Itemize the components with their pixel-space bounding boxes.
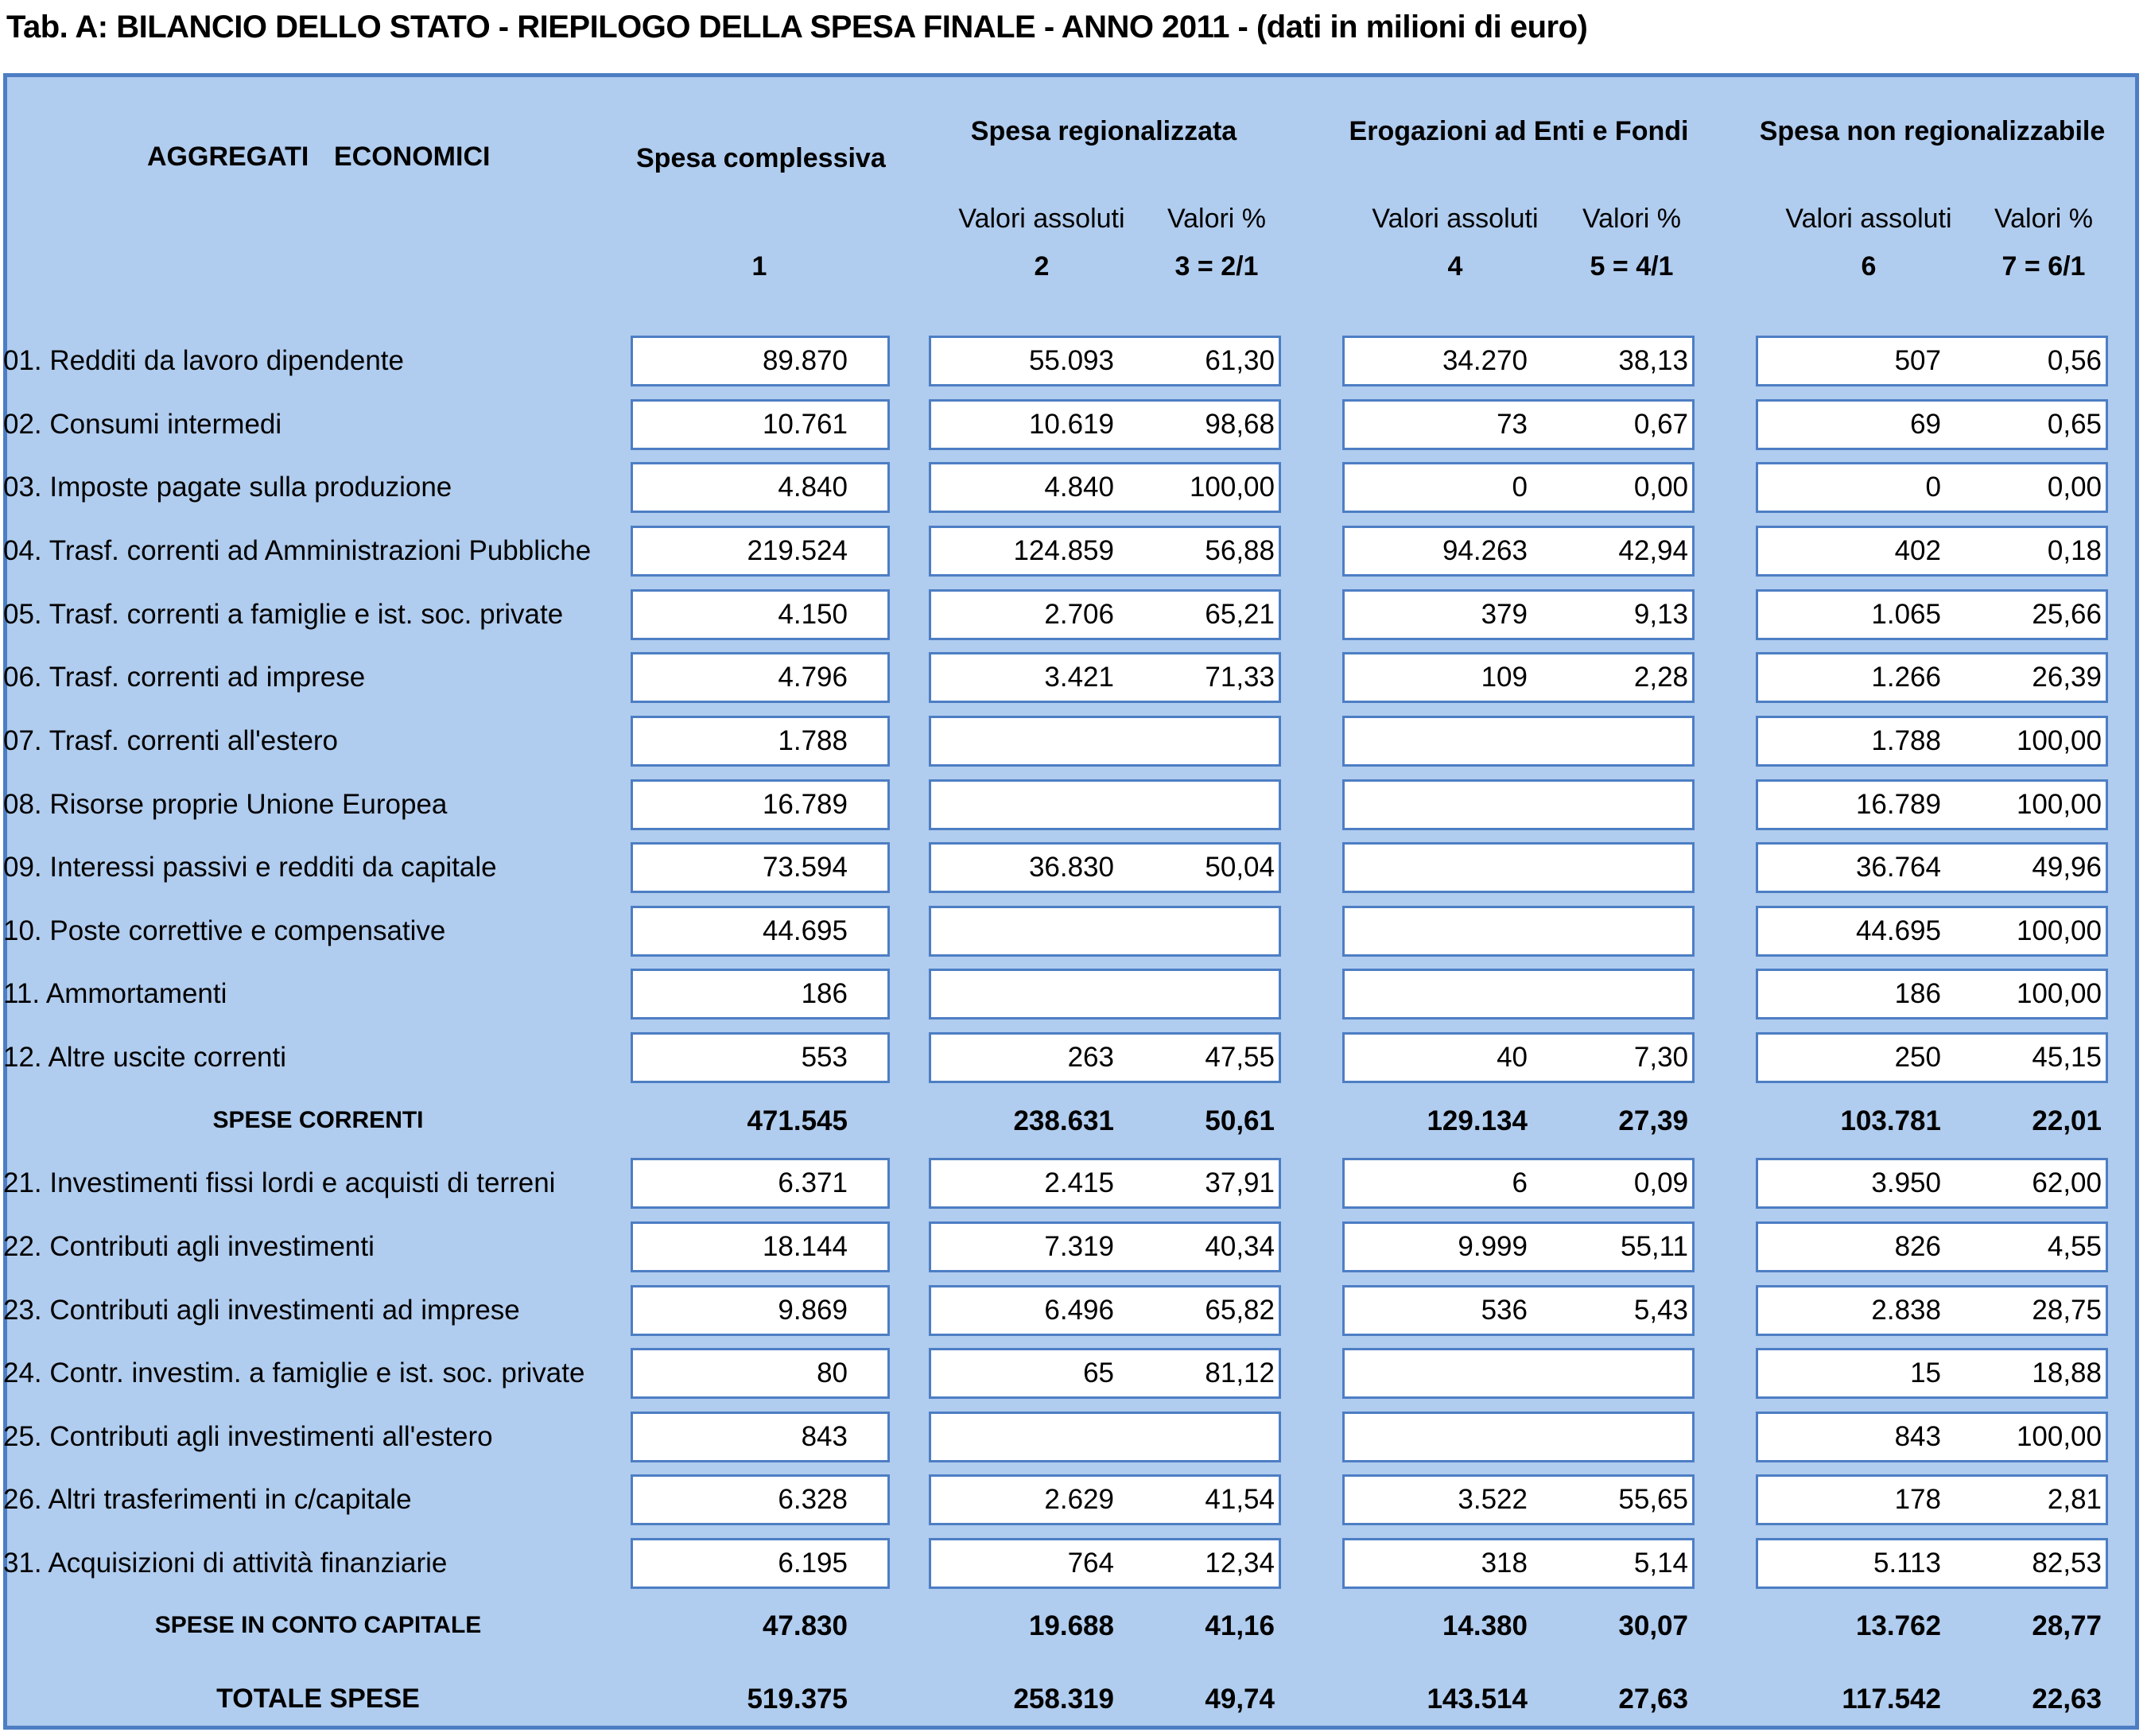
value-c1: 10.761 [762, 409, 848, 440]
value-c7: 0,65 [2047, 409, 2102, 440]
value-cell-box [1342, 1412, 1695, 1462]
value-c5: 9,13 [1633, 599, 1688, 630]
header-economici: ECONOMICI [334, 142, 491, 172]
value-c6: 826 [1894, 1231, 1941, 1262]
row-label: 01. Redditi da lavoro dipendente [3, 345, 404, 376]
value-c6: 44.695 [1855, 915, 1941, 946]
value-c2: 55.093 [1028, 345, 1114, 376]
value-c7: 100,00 [2016, 789, 2102, 820]
row-label: 12. Altre uscite correnti [3, 1042, 286, 1073]
value-c5: 0,00 [1633, 472, 1688, 503]
total-label: TOTALE SPESE [216, 1684, 420, 1714]
value-c7: 62,00 [2032, 1167, 2102, 1198]
subtotal-c2: 19.688 [1028, 1610, 1114, 1641]
subtotal-c2: 238.631 [1013, 1105, 1114, 1136]
value-c1: 186 [801, 978, 848, 1009]
value-c6: 1.788 [1871, 725, 1941, 756]
value-c1: 843 [801, 1421, 848, 1452]
value-cell-box [1342, 716, 1695, 767]
total-c5: 27,63 [1618, 1684, 1688, 1715]
row-label: 09. Interessi passivi e redditi da capitale [3, 852, 497, 883]
value-c7: 100,00 [2016, 915, 2102, 946]
value-c3: 65,21 [1205, 599, 1275, 630]
value-c3: 40,34 [1205, 1231, 1275, 1262]
value-c1: 6.371 [778, 1167, 848, 1198]
value-c2: 3.421 [1044, 662, 1114, 693]
value-c7: 28,75 [2032, 1295, 2102, 1326]
value-c2: 36.830 [1028, 852, 1114, 883]
header-valori-assoluti-4: Valori assoluti [1372, 204, 1539, 234]
row-label: 23. Contributi agli investimenti ad imprese [3, 1295, 520, 1326]
value-c3: 41,54 [1205, 1484, 1275, 1515]
value-c6: 186 [1894, 978, 1941, 1009]
value-cell-box [929, 906, 1281, 957]
value-c6: 507 [1894, 345, 1941, 376]
value-c4: 536 [1481, 1295, 1528, 1326]
value-c5: 55,11 [1621, 1231, 1688, 1262]
value-c5: 5,43 [1633, 1295, 1688, 1326]
row-label: 25. Contributi agli investimenti all'estero [3, 1421, 493, 1452]
value-c7: 2,81 [2047, 1484, 2102, 1515]
header-spesa-regionalizzata: Spesa regionalizzata [970, 116, 1237, 146]
header-col7: 7 = 6/1 [2001, 251, 2086, 282]
value-c1: 80 [817, 1357, 848, 1388]
header-valori-pct-5: Valori % [1582, 204, 1682, 234]
value-c2: 124.859 [1013, 535, 1114, 566]
total-c6: 117.542 [1842, 1684, 1941, 1715]
value-c5: 42,94 [1618, 535, 1688, 566]
value-c4: 9.999 [1458, 1231, 1528, 1262]
row-label: 26. Altri trasferimenti in c/capitale [3, 1484, 412, 1515]
value-c7: 0,00 [2047, 472, 2102, 503]
value-cell-box [1342, 779, 1695, 830]
value-cell-box [929, 779, 1281, 830]
value-c2: 2.706 [1044, 599, 1114, 630]
value-c3: 50,04 [1205, 852, 1275, 883]
value-c1: 18.144 [762, 1231, 848, 1262]
subtotal-c6: 13.762 [1855, 1610, 1941, 1641]
value-c6: 1.065 [1871, 599, 1941, 630]
row-label: 06. Trasf. correnti ad imprese [3, 662, 366, 693]
table-title: Tab. A: BILANCIO DELLO STATO - RIEPILOGO DELLA SPESA FINALE - ANNO 2011 - (dati in milioni di euro) [6, 10, 1588, 45]
value-c7: 18,88 [2032, 1357, 2102, 1388]
value-c1: 219.524 [747, 535, 848, 566]
value-cell-box [929, 969, 1281, 1019]
value-c7: 100,00 [2016, 725, 2102, 756]
total-c3: 49,74 [1205, 1684, 1275, 1715]
header-col3: 3 = 2/1 [1174, 251, 1259, 282]
value-cell-box [1342, 842, 1695, 893]
header-col5: 5 = 4/1 [1590, 251, 1674, 282]
value-cell-box [1342, 1348, 1695, 1399]
subtotal-c3: 50,61 [1205, 1105, 1275, 1136]
value-c5: 0,09 [1633, 1167, 1688, 1198]
row-label: 11. Ammortamenti [3, 978, 227, 1009]
subtotal-c1: 47.830 [762, 1610, 848, 1641]
subtotal-c1: 471.545 [747, 1105, 848, 1136]
value-c2: 6.496 [1044, 1295, 1114, 1326]
value-c1: 1.788 [778, 725, 848, 756]
value-c7: 82,53 [2032, 1548, 2102, 1579]
value-c1: 16.789 [762, 789, 848, 820]
value-c1: 553 [801, 1042, 848, 1073]
value-c4: 0 [1512, 472, 1528, 503]
value-c2: 10.619 [1028, 409, 1114, 440]
value-c1: 89.870 [762, 345, 848, 376]
value-c2: 764 [1067, 1548, 1114, 1579]
value-c5: 2,28 [1633, 662, 1688, 693]
header-valori-pct-7: Valori % [1994, 204, 2094, 234]
subtotal-c5: 27,39 [1618, 1105, 1688, 1136]
value-c3: 61,30 [1205, 345, 1275, 376]
subtotal-c7: 22,01 [2032, 1105, 2102, 1136]
value-c6: 16.789 [1855, 789, 1941, 820]
header-col1: 1 [751, 251, 767, 282]
value-c4: 40 [1497, 1042, 1528, 1073]
subtotal-c7: 28,77 [2032, 1610, 2102, 1641]
subtotal-c5: 30,07 [1618, 1610, 1688, 1641]
value-c1: 4.796 [778, 662, 848, 693]
row-label: 10. Poste correttive e compensative [3, 915, 446, 946]
value-c5: 0,67 [1633, 409, 1688, 440]
value-c7: 100,00 [2016, 978, 2102, 1009]
value-c3: 37,91 [1205, 1167, 1275, 1198]
value-c6: 36.764 [1855, 852, 1941, 883]
header-non-regionalizzabile: Spesa non regionalizzabile [1759, 116, 2106, 146]
value-c1: 6.328 [778, 1484, 848, 1515]
total-c1: 519.375 [747, 1684, 848, 1715]
value-c3: 71,33 [1205, 662, 1275, 693]
value-c4: 73 [1497, 409, 1528, 440]
row-label: 07. Trasf. correnti all'estero [3, 725, 339, 756]
value-c6: 5.113 [1873, 1548, 1941, 1579]
header-valori-pct-3: Valori % [1167, 204, 1267, 234]
value-c7: 0,56 [2047, 345, 2102, 376]
value-c1: 44.695 [762, 915, 848, 946]
total-c7: 22,63 [2032, 1684, 2102, 1715]
value-c6: 3.950 [1871, 1167, 1941, 1198]
subtotal-label: SPESE CORRENTI [212, 1107, 424, 1133]
row-label: 24. Contr. investim. a famiglie e ist. soc. private [3, 1357, 585, 1388]
value-c7: 25,66 [2032, 599, 2102, 630]
value-c7: 26,39 [2032, 662, 2102, 693]
value-c3: 98,68 [1205, 409, 1275, 440]
row-label: 22. Contributi agli investimenti [3, 1231, 375, 1262]
row-label: 08. Risorse proprie Unione Europea [3, 789, 448, 820]
value-c7: 45,15 [2032, 1042, 2102, 1073]
value-c6: 402 [1894, 535, 1941, 566]
header-valori-assoluti-6: Valori assoluti [1785, 204, 1952, 234]
header-col6: 6 [1861, 251, 1877, 282]
row-label: 02. Consumi intermedi [3, 409, 282, 440]
value-c4: 3.522 [1458, 1484, 1528, 1515]
value-c3: 81,12 [1205, 1357, 1275, 1388]
header-erogazioni: Erogazioni ad Enti e Fondi [1349, 116, 1689, 146]
subtotal-c4: 14.380 [1442, 1610, 1528, 1641]
value-c6: 69 [1910, 409, 1941, 440]
header-aggregati: AGGREGATI [147, 142, 309, 172]
value-c7: 4,55 [2047, 1231, 2102, 1262]
value-c1: 4.150 [778, 599, 848, 630]
value-cell-box [929, 716, 1281, 767]
value-c6: 843 [1894, 1421, 1941, 1452]
value-c4: 318 [1481, 1548, 1528, 1579]
value-c1: 4.840 [778, 472, 848, 503]
subtotal-c6: 103.781 [1840, 1105, 1941, 1136]
value-c2: 65 [1083, 1357, 1114, 1388]
value-c5: 5,14 [1633, 1548, 1688, 1579]
subtotal-c3: 41,16 [1205, 1610, 1275, 1641]
value-c6: 15 [1910, 1357, 1941, 1388]
header-valori-assoluti-2: Valori assoluti [958, 204, 1125, 234]
value-c5: 55,65 [1618, 1484, 1688, 1515]
subtotal-c4: 129.134 [1427, 1105, 1528, 1136]
row-label: 05. Trasf. correnti a famiglie e ist. soc. private [3, 599, 564, 630]
value-cell-box [1342, 906, 1695, 957]
value-c3: 100,00 [1189, 472, 1275, 503]
value-c1: 73.594 [762, 852, 848, 883]
header-col2: 2 [1034, 251, 1050, 282]
total-c4: 143.514 [1427, 1684, 1528, 1715]
value-c1: 9.869 [778, 1295, 848, 1326]
value-c4: 109 [1481, 662, 1528, 693]
value-c2: 2.415 [1044, 1167, 1114, 1198]
value-c2: 263 [1067, 1042, 1114, 1073]
value-cell-box [929, 1412, 1281, 1462]
value-c3: 47,55 [1205, 1042, 1275, 1073]
header-spesa-complessiva: Spesa complessiva [636, 143, 886, 173]
value-c4: 379 [1481, 599, 1528, 630]
value-cell-box [1342, 969, 1695, 1019]
value-c2: 4.840 [1044, 472, 1114, 503]
row-label: 21. Investimenti fissi lordi e acquisti di terreni [3, 1167, 556, 1198]
value-c7: 0,18 [2047, 535, 2102, 566]
value-c7: 100,00 [2016, 1421, 2102, 1452]
total-c2: 258.319 [1013, 1684, 1114, 1715]
value-c4: 94.263 [1442, 535, 1528, 566]
value-c4: 34.270 [1442, 345, 1528, 376]
header-col4: 4 [1447, 251, 1463, 282]
value-c3: 56,88 [1205, 535, 1275, 566]
value-c2: 7.319 [1044, 1231, 1114, 1262]
row-label: 04. Trasf. correnti ad Amministrazioni Pubbliche [3, 535, 592, 566]
value-c7: 49,96 [2032, 852, 2102, 883]
value-c6: 250 [1894, 1042, 1941, 1073]
value-c6: 0 [1925, 472, 1941, 503]
value-c2: 2.629 [1044, 1484, 1114, 1515]
value-c6: 2.838 [1871, 1295, 1941, 1326]
value-c3: 12,34 [1205, 1548, 1275, 1579]
value-c3: 65,82 [1205, 1295, 1275, 1326]
value-c5: 38,13 [1618, 345, 1688, 376]
value-c6: 1.266 [1871, 662, 1941, 693]
value-c1: 6.195 [778, 1548, 848, 1579]
subtotal-label: SPESE IN CONTO CAPITALE [154, 1612, 482, 1638]
value-c6: 178 [1894, 1484, 1941, 1515]
row-label: 03. Imposte pagate sulla produzione [3, 472, 452, 503]
row-label: 31. Acquisizioni di attività finanziarie [3, 1548, 448, 1579]
value-c5: 7,30 [1633, 1042, 1688, 1073]
value-c4: 6 [1512, 1167, 1528, 1198]
